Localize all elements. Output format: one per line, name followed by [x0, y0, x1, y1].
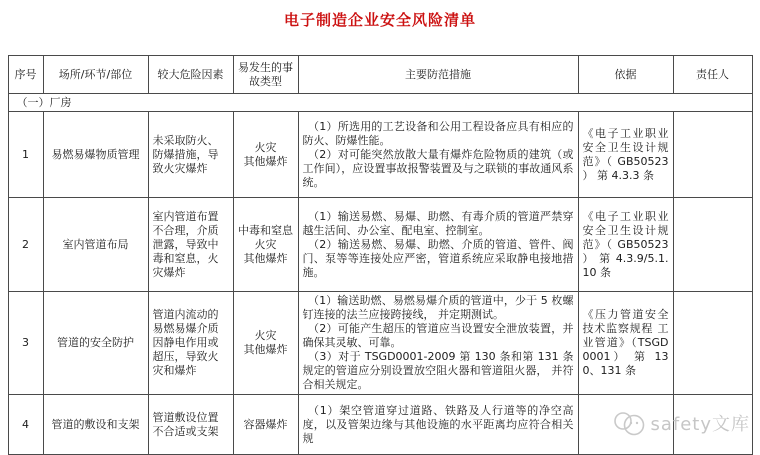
- accident-type: 其他爆炸: [243, 154, 288, 168]
- measure-item: （1）所选用的工艺设备和公用工程设备应具有相应的防火、防爆性能。: [302, 119, 574, 147]
- cell-hazard: 未采取防火、防爆措施，导致火灾爆炸: [148, 112, 233, 198]
- cell-responsible: [673, 395, 752, 455]
- header-measures: 主要防范措施: [298, 56, 578, 94]
- accident-type: 中毒和窒息: [238, 223, 293, 237]
- table-row: [8, 292, 752, 395]
- cell-basis: [578, 395, 673, 455]
- cell-accident-types: [233, 395, 298, 455]
- page-title: 电子制造企业安全风险清单: [283, 11, 476, 29]
- accident-type: 其他爆炸: [243, 343, 288, 356]
- cell-measures: [298, 292, 578, 395]
- section-row: [8, 94, 752, 112]
- cell-place: 易燃易爆物质管理: [43, 112, 148, 198]
- cell-no: 3: [8, 292, 43, 395]
- cell-measures: [298, 198, 578, 292]
- header-responsible: 责任人: [673, 56, 752, 94]
- cell-measures: [298, 112, 578, 198]
- document-page: [0, 9, 760, 445]
- watermark-text: safety文库: [650, 414, 750, 435]
- cell-responsible: [673, 112, 752, 198]
- measure-item: （3）对于 TSGD0001-2009 第 130 条和第 131 条规定的管道应分别设置放空阻火器和管道阻火器， 并符合相关规定。: [302, 350, 574, 391]
- cell-measures: [298, 395, 578, 455]
- header-hazard: 较大危险因素: [148, 56, 233, 94]
- cell-hazard: 管道敷设位置不合适或支架: [148, 395, 233, 455]
- cell-place: 管道的敷设和支架: [43, 395, 148, 455]
- accident-type: 容器爆炸: [243, 417, 288, 431]
- table-row: [8, 198, 752, 292]
- measure-item: （1）输送助燃、易燃易爆介质的管道中，少于 5 枚螺钉连接的法兰应接跨接线， 并定期测试。: [302, 294, 574, 321]
- cell-responsible: [673, 198, 752, 292]
- cell-place: 管道的安全防护: [43, 292, 148, 395]
- accident-type: 火灾: [254, 237, 277, 251]
- cell-no: 4: [8, 395, 43, 455]
- header-basis: 依据: [578, 56, 673, 94]
- cell-no: 2: [8, 198, 43, 292]
- cell-place: 室内管道布局: [43, 198, 148, 292]
- cell-hazard: 室内管道布置不合理，介质泄露，导致中毒和窒息，火灾爆炸: [148, 198, 233, 292]
- cell-accident-types: [233, 198, 298, 292]
- accident-type: 其他爆炸: [243, 251, 288, 265]
- measure-item: （1）架空管道穿过道路、铁路及人行道等的净空高度，以及管架边缘与其他设施的水平距离均应符合相关规: [302, 403, 574, 445]
- cell-basis: 《电子工业职业安全卫生设计规范》（ GB50523 ） 第 4.3.9/5.1.10 条: [578, 198, 673, 292]
- cell-basis: 《压力管道安全技术监察规程 工业管道》（TSGD0001） 第 130、131 条: [578, 292, 673, 395]
- header-no: 序号: [8, 56, 43, 94]
- measure-item: （2）对可能突然放散大量有爆炸危险物质的建筑（或工作间），应设置事故报警装置及与之联锁的事故通风系统。: [302, 147, 574, 189]
- cell-accident-types: [233, 292, 298, 395]
- table-header-row: [8, 56, 752, 94]
- measure-item: （2）可能产生超压的管道应当设置安全泄放装置，并确保其灵敏、可靠。: [302, 322, 574, 349]
- table-row: [8, 395, 752, 455]
- cell-no: 1: [8, 112, 43, 198]
- cell-hazard: 管道内流动的易燃易爆介质因静电作用或超压，导致火灾和爆炸: [148, 292, 233, 395]
- header-place: 场所/环节/部位: [43, 56, 148, 94]
- measure-item: （2）输送易燃、易爆、助燃、介质的管道、管件、阀门、泵等等连接处应严密，管道系统应采取静电接地措施。: [302, 237, 574, 279]
- measure-item: （1）输送易燃、易爆、助燃、有毒介质的管道严禁穿越生活间、办公室、配电室、控制室。: [302, 209, 574, 237]
- cell-basis: 《电子工业职业安全卫生设计规范》（ GB50523 ） 第 4.3.3 条: [578, 112, 673, 198]
- safety-risk-table: [8, 55, 753, 455]
- accident-type: 火灾: [254, 329, 277, 342]
- cell-accident-types: [233, 112, 298, 198]
- header-accident-type: 易发生的事故类型: [233, 56, 298, 94]
- accident-type: 火灾: [254, 140, 277, 154]
- section-label: （一）厂房: [8, 94, 752, 112]
- table-row: [8, 112, 752, 198]
- cell-responsible: [673, 292, 752, 395]
